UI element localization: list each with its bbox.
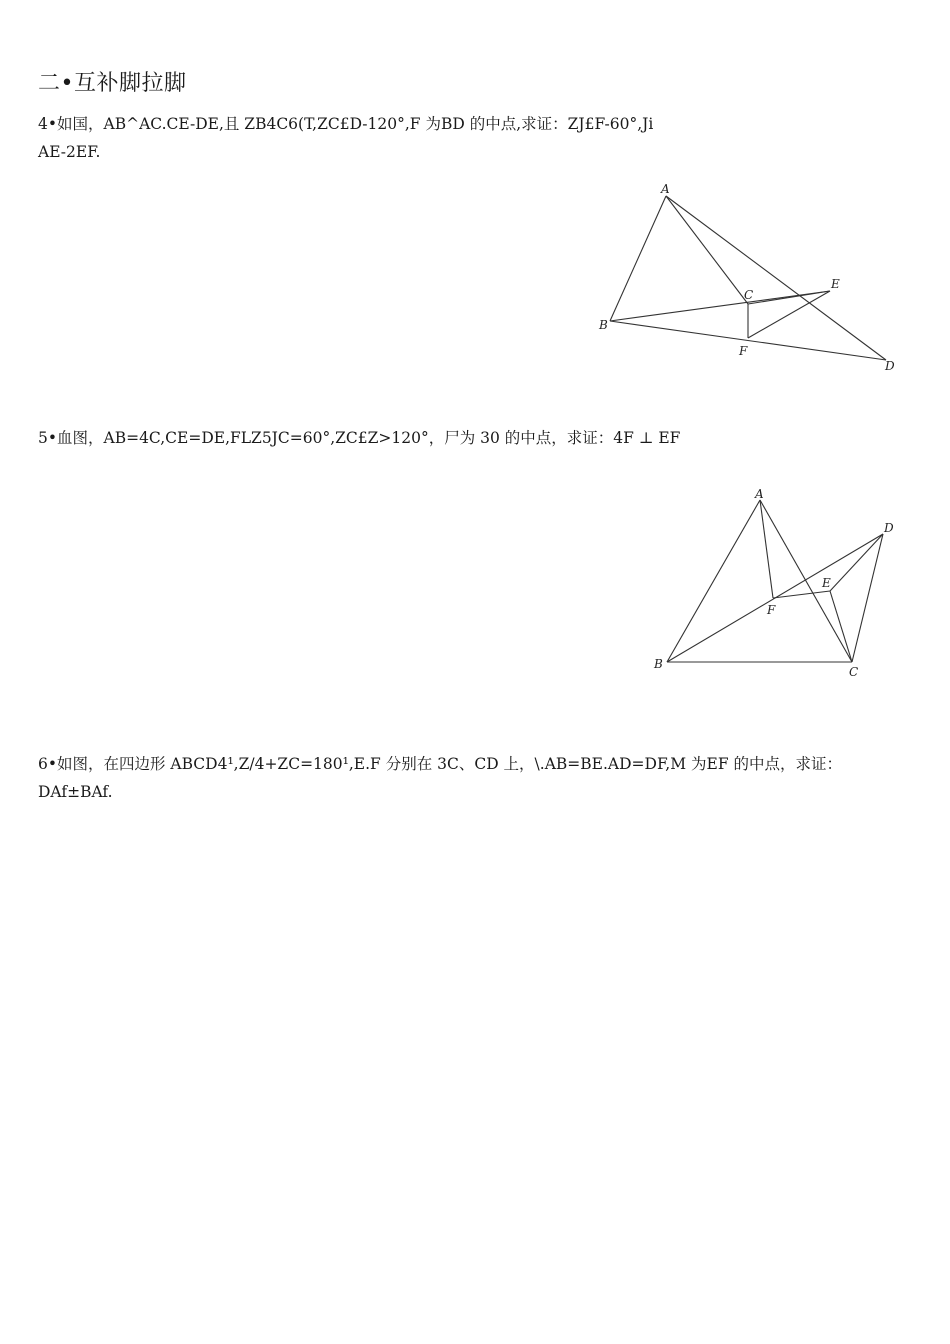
segment-be — [610, 291, 830, 321]
label-d: D — [884, 521, 894, 535]
section-heading: 二•互补脚拉脚 — [38, 71, 187, 96]
label-a: A — [661, 182, 670, 196]
problem-5-figure — [645, 482, 915, 682]
segment-cd — [852, 534, 883, 662]
segment-af — [760, 500, 773, 598]
segment-ed — [830, 534, 883, 591]
label-b: B — [599, 318, 608, 332]
label-e: E — [831, 277, 840, 291]
label-c: C — [849, 665, 859, 679]
problem-4-line-2: AE-2EF. — [38, 143, 101, 161]
problem-4-diagram — [590, 178, 910, 378]
label-f: F — [767, 603, 776, 617]
problem-6 — [38, 750, 918, 806]
problem-6-line-1: 6•如图，在四边形 ABCD4¹,Z/4+ZC=180¹,E.F 分别在 3C、CD 上，\.AB=BE.AD=DF,M 为EF 的中点，求证： — [38, 755, 843, 773]
label-b: B — [654, 657, 663, 671]
segment-ab — [667, 500, 760, 662]
segment-ab — [610, 196, 666, 321]
problem-6-line-2: DAf±BAf. — [38, 783, 113, 801]
segment-ac — [666, 196, 748, 304]
segment-ad — [666, 196, 886, 360]
segment-ac — [760, 500, 852, 662]
label-f: F — [739, 344, 748, 358]
problem-5 — [38, 424, 918, 452]
label-d: D — [885, 359, 895, 373]
problem-4-figure — [590, 178, 910, 378]
problem-4 — [38, 110, 918, 166]
problem-4-line-1: 4•如国，AB^AC.CE-DE,且 ZB4C6(T,ZC£D-120°,F 为BD 的中点,求证：ZJ£F-60°,Ji — [38, 115, 654, 133]
label-a: A — [755, 487, 764, 501]
problem-5-line-1: 5•血图，AB=4C,CE=DE,FLZ5JC=60°,ZC£Z>120°，尸为 30 的中点，求证：4F ⊥ EF — [38, 429, 681, 447]
label-e: E — [822, 576, 831, 590]
problem-5-diagram — [645, 482, 915, 682]
segment-ec — [830, 591, 852, 662]
label-c: C — [744, 288, 754, 302]
